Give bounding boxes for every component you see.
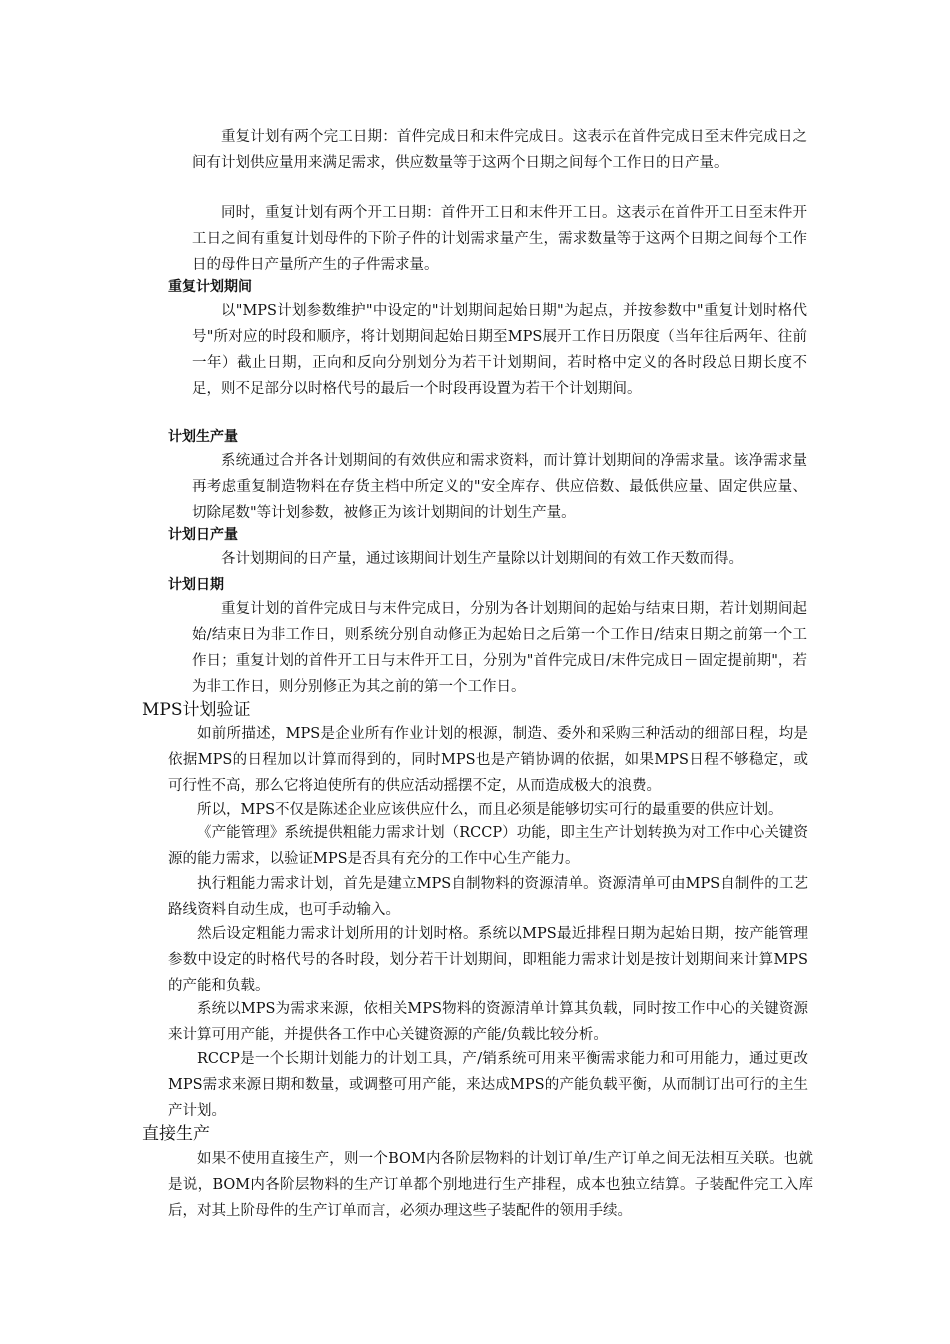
paragraph-repeat-plan-completion-dates (192, 124, 807, 176)
heading-repeat-plan-period (168, 276, 252, 298)
paragraph-text: 所以，MPS不仅是陈述企业应该供应什么，而且必须是能够切实可行的最重要的供应计划。 (197, 802, 783, 818)
paragraph-text: 执行粗能力需求计划，首先是建立MPS自制物料的资源清单。资源清单可由MPS自制件的工艺路线资料自动生成，也可手动输入。 (168, 876, 808, 918)
paragraph-text: 同时，重复计划有两个开工日期：首件开工日和末件开工日。这表示在首件开工日至末件开工日之间有重复计划母件的下阶子件的计划需求量产生，需求数量等于这两个日期之间每个工作日的母件日产量所产生的子件需求量。 (192, 205, 807, 273)
paragraph-text: 系统通过合并各计划期间的有效供应和需求资料，而计算计划期间的净需求量。该净需求量再考虑重复制造物料在存货主档中所定义的"安全库存、供应倍数、最低供应量、固定供应量、切除尾数"等计划参数，被修正为该计划期间的计划生产量。 (192, 453, 807, 521)
section-heading-text: MPS计划验证 (142, 700, 251, 720)
section-heading-direct-production (142, 1122, 210, 1146)
paragraph-planned-daily-output (192, 546, 807, 572)
heading-planned-dates (168, 574, 224, 596)
paragraph-text: 如果不使用直接生产，则一个BOM内各阶层物料的计划订单/生产订单之间无法相互关联。也就是说，BOM内各阶层物料的生产订单都个别地进行生产排程，成本也独立结算。子装配件完工入库后，对其上阶母件的生产订单而言，必须办理这些子装配件的领用手续。 (168, 1151, 813, 1219)
paragraph-text: 重复计划的首件完成日与末件完成日，分别为各计划期间的起始与结束日期，若计划期间起始/结束日为非工作日，则系统分别自动修正为起始日之后第一个工作日/结束日期之前第一个工作日；重复计划的首件开工日与末件开工日，分别为"首件完成日/末件完成日－固定提前期"，若为非工作日，则分别修正为其之前的第一个工作日。 (192, 601, 807, 695)
heading-text: 计划日期 (168, 577, 224, 593)
paragraph-load-calculation (168, 996, 808, 1048)
paragraph-rccp-tool (168, 1046, 808, 1124)
paragraph-text: 系统以MPS为需求来源，依相关MPS物料的资源清单计算其负载，同时按工作中心的关键资源来计算可用产能，并提供各工作中心关键资源的产能/负载比较分析。 (168, 1001, 808, 1043)
paragraph-text: 以"MPS计划参数维护"中设定的"计划期间起始日期"为起点，并按参数中"重复计划时格代号"所对应的时段和顺序，将计划期间起始日期至MPS展开工作日历限度（当年往后两年、往前一年）截止日期，正向和反向分别划分为若干计划期间，若时格中定义的各时段总日期长度不足，则不足部分以时格代号的最后一个时段再设置为若干个计划期间。 (192, 303, 807, 397)
paragraph-text: 然后设定粗能力需求计划所用的计划时格。系统以MPS最近排程日期为起始日期，按产能管理参数中设定的时格代号的各时段，划分若干计划期间，即粗能力需求计划是按计划期间来计算MPS的产能和负载。 (168, 926, 808, 994)
paragraph-text: 《产能管理》系统提供粗能力需求计划（RCCP）功能，即主生产计划转换为对工作中心关键资源的能力需求，以验证MPS是否具有充分的工作中心生产能力。 (168, 825, 808, 867)
heading-text: 计划生产量 (168, 429, 238, 445)
paragraph-repeat-plan-period (192, 298, 807, 402)
heading-text: 重复计划期间 (168, 279, 252, 295)
paragraph-text: 重复计划有两个完工日期：首件完成日和末件完成日。这表示在首件完成日至末件完成日之间有计划供应量用来满足需求，供应数量等于这两个日期之间每个工作日的日产量。 (192, 129, 807, 171)
paragraph-planned-production-qty (192, 448, 807, 526)
paragraph-resource-list (168, 871, 808, 923)
section-heading-mps-verification (142, 698, 251, 722)
paragraph-rccp-function (168, 820, 808, 872)
section-heading-text: 直接生产 (142, 1124, 210, 1144)
paragraph-direct-production (168, 1146, 813, 1224)
paragraph-repeat-plan-start-dates (192, 200, 807, 278)
heading-planned-production-qty (168, 426, 238, 448)
paragraph-text: 各计划期间的日产量，通过该期间计划生产量除以计划期间的有效工作天数而得。 (221, 551, 743, 567)
paragraph-text: 如前所描述，MPS是企业所有作业计划的根源，制造、委外和采购三种活动的细部日程，均是依据MPS的日程加以计算而得到的，同时MPS也是产销协调的依据，如果MPS日程不够稳定，或可行性不高，那么它将迫使所有的供应活动摇摆不定，从而造成极大的浪费。 (168, 726, 808, 794)
paragraph-text: RCCP是一个长期计划能力的计划工具，产/销系统可用来平衡需求能力和可用能力，通过更改MPS需求来源日期和数量，或调整可用产能，来达成MPS的产能负载平衡，从而制订出可行的主生产计划。 (168, 1051, 808, 1119)
paragraph-time-grid (168, 921, 808, 999)
paragraph-planned-dates (192, 596, 807, 700)
heading-text: 计划日产量 (168, 527, 238, 543)
paragraph-mps-root (168, 721, 808, 799)
heading-planned-daily-output (168, 524, 238, 546)
